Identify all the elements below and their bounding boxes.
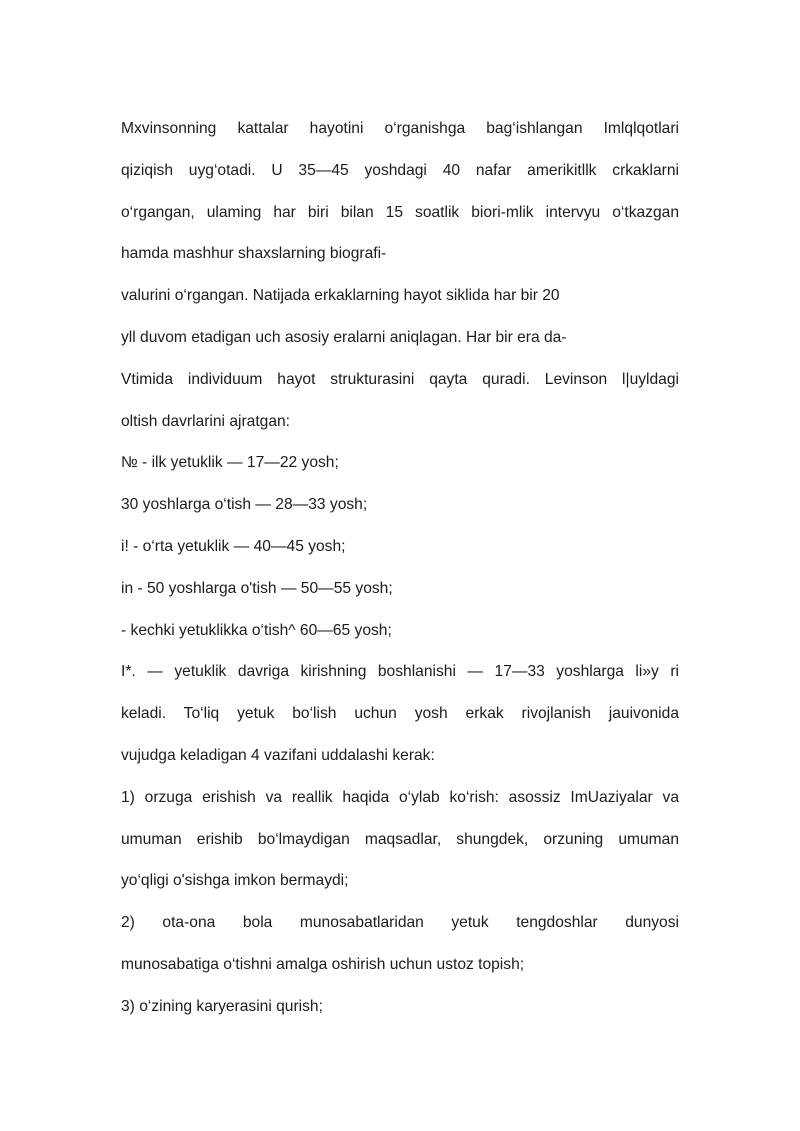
text-line: Vtimida individuum hayot strukturasini qayta quradi. Levinson l|uyldagi	[121, 370, 679, 388]
text-line: 1) orzuga erishish va reallik haqida o‘ylab ko‘rish: asossiz ImUaziyalar va	[121, 788, 679, 806]
text-line: oltish davrlarini ajratgan:	[121, 412, 291, 430]
text-line: umuman erishib bo‘lmaydigan maqsadlar, shungdek, orzuning umuman	[121, 830, 679, 848]
text-line: in - 50 yoshlarga o'tish — 50—55 yosh;	[121, 579, 393, 597]
text-line: valurini o‘rgangan. Natijada erkaklarning hayot siklida har bir 20	[121, 287, 560, 305]
text-line: 3) o‘zining karyerasini qurish;	[121, 997, 323, 1015]
text-line: keladi. To‘liq yetuk bo‘lish uchun yosh erkak rivojlanish jauivonida	[121, 705, 679, 723]
text-line: № - ilk yetuklik — 17—22 yosh;	[121, 454, 339, 472]
document-body	[121, 108, 679, 1028]
text-line: 2) ota-ona bola munosabatlaridan yetuk tengdoshlar dunyosi	[121, 914, 679, 932]
text-line: vujudga keladigan 4 vazifani uddalashi kerak:	[121, 746, 435, 764]
text-line: 30 yoshlarga o‘tish — 28—33 yosh;	[121, 496, 368, 514]
text-line: o‘rgangan, ulaming har biri bilan 15 soatlik biori-mlik intervyu o‘tkazgan	[121, 203, 679, 221]
text-line: Mxvinsonning kattalar hayotini o‘rganishga bag‘ishlangan Imlqlqotlari	[121, 120, 679, 137]
text-line: yo‘qligi o'sishga imkon bermaydi;	[121, 872, 349, 890]
text-line: munosabatiga o‘tishni amalga oshirish uchun ustoz topish;	[121, 955, 525, 973]
text-line: I*. — yetuklik davriga kirishning boshlanishi — 17—33 yoshlarga li»y ri	[121, 663, 679, 681]
text-line: qiziqish uyg‘otadi. U 35—45 yoshdagi 40 nafar amerikitllk crkaklarni	[121, 161, 679, 179]
text-line: - kechki yetuklikka o‘tish^ 60—65 yosh;	[121, 621, 392, 639]
text-line: i! - o‘rta yetuklik — 40—45 yosh;	[121, 537, 346, 555]
text-line: yll duvom etadigan uch asosiy eralarni aniqlagan. Har bir era da-	[121, 328, 567, 346]
text-line: hamda mashhur shaxslarning biografi-	[121, 245, 387, 263]
